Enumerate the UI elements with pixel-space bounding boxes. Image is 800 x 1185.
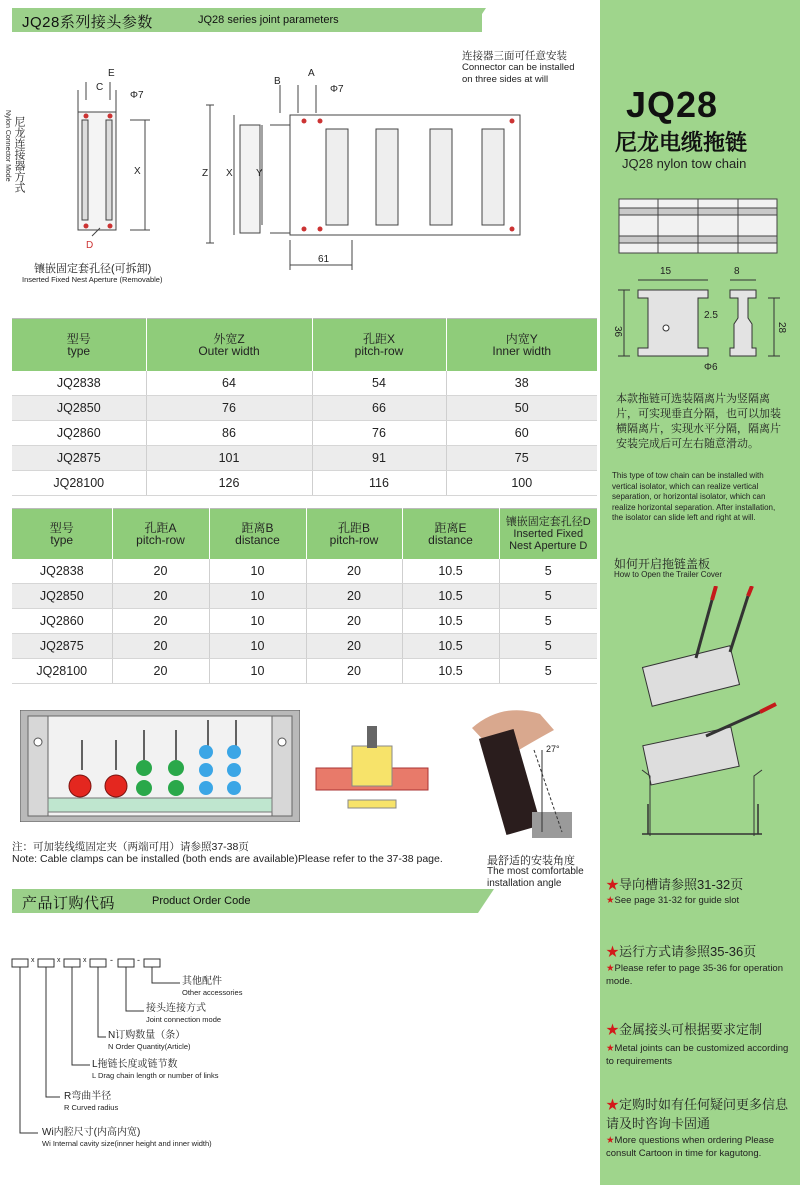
- star-icon: ★: [606, 944, 620, 959]
- order-code-tree: [10, 955, 190, 1155]
- hole-icon: [84, 114, 89, 119]
- code-sep-dash-1: -: [110, 955, 113, 965]
- product-title-cn: 尼龙电缆拖链: [615, 130, 748, 155]
- open-cover-cn: 如何开启拖链盖板: [614, 557, 711, 571]
- table-outer-inner-width: [12, 318, 597, 496]
- angle-label: 27°: [546, 744, 560, 754]
- nest-en: Inserted Fixed Nest Aperture (Removable): [22, 275, 163, 284]
- side-point-consult: ★定购时如有任何疑问更多信息请及时咨询卡固通 ★More questions when ordering Please consult Cartoon in time for kagutong.: [606, 1097, 789, 1159]
- table-header-row: [12, 509, 597, 559]
- table-header-row: [12, 319, 597, 371]
- angle-note-cn: 最舒适的安装角度: [487, 855, 575, 867]
- isolator-profile-diagram: [604, 262, 794, 382]
- star-icon: ★: [606, 1135, 615, 1146]
- banner-tail: [470, 8, 486, 32]
- code-sep-dash-2: -: [137, 955, 140, 965]
- nest-cn: 镶嵌固定套孔径(可拆卸): [34, 263, 152, 275]
- code-sep-x-3: x: [83, 957, 87, 964]
- connector-side-diagram: [200, 65, 540, 275]
- order-item-length: L拖链长度或链节数 L Drag chain length or number of links: [92, 1059, 219, 1080]
- banner-tail: [478, 889, 494, 913]
- order-item-accessories: 其他配件 Other accessories: [182, 976, 243, 997]
- order-item-cavity: Wi内腔尺寸(内高内宽) Wi Internal cavity size(inner height and inner width): [42, 1127, 212, 1148]
- col-header: 内宽Y Inner width: [446, 319, 597, 371]
- code-sep-x-2: x: [57, 957, 61, 964]
- table-row: JQ2860 20 10 20 10.5 5: [12, 609, 597, 634]
- table-row: JQ2875 101 91 75: [12, 446, 597, 471]
- side-desc-en: This type of tow chain can be installed with vertical isolator, which can realize vertical separation, or horizontal isolator, which can realize horizontal separation. After installation, the isolator can slide left and right at will.: [612, 471, 776, 522]
- order-item-quantity: N订购数量（条） N Order Quantity(Article): [108, 1030, 191, 1051]
- cable-clamp-illustration: [20, 710, 300, 822]
- table-row: JQ28100 20 10 20 10.5 5: [12, 659, 597, 684]
- table-row: JQ2850 76 66 50: [12, 396, 597, 421]
- connector-front-diagram: [60, 60, 180, 260]
- note-cn: 注：可加装线缆固定夹（两端可用）请参照37-38页: [12, 841, 249, 853]
- star-icon: ★: [606, 1022, 620, 1037]
- side-desc-cn: 本款拖链可选装隔离片为竖隔离片，可实现垂直分隔，也可以加装横隔离片，实现水平分隔，隔离片安装完成后可左右随意滑动。: [616, 393, 781, 450]
- dim-phi6: Φ6: [704, 362, 718, 373]
- col-header: 孔距X pitch-row: [312, 319, 446, 371]
- clamp-detail-illustration: [312, 720, 432, 820]
- table-row: JQ2838 20 10 20 10.5 5: [12, 559, 597, 584]
- dim-y: Y: [256, 168, 263, 179]
- product-title-en: JQ28 nylon tow chain: [622, 156, 747, 171]
- dim-x-left: X: [134, 166, 141, 177]
- col-header: 外宽Z Outer width: [146, 319, 312, 371]
- dim-61: 61: [318, 254, 330, 265]
- order-item-joint: 接头连接方式 Joint connection mode: [146, 1003, 222, 1024]
- tow-chain-top-view: [618, 198, 778, 254]
- code-sep-x-1: x: [31, 957, 35, 964]
- table-row: JQ2838 64 54 38: [12, 371, 597, 396]
- side-point-operation: ★运行方式请参照35-36页 ★Please refer to page 35-36 for operation mode.: [606, 944, 784, 987]
- hole-icon: [302, 227, 307, 232]
- side-point-metal: ★金属接头可根据要求定制 ★Metal joints can be customized according to requirements: [606, 1022, 789, 1067]
- hole-icon: [663, 325, 669, 331]
- dim-e: E: [108, 68, 115, 79]
- header-cn: JQ28系列接头参数: [22, 14, 153, 31]
- col-header: 型号 type: [12, 509, 112, 559]
- col-header: 距离B distance: [209, 509, 306, 559]
- col-header: 距离E distance: [402, 509, 499, 559]
- star-icon: ★: [606, 963, 615, 974]
- dim-15: 15: [660, 266, 672, 277]
- dim-c: C: [96, 82, 104, 93]
- hole-icon: [318, 119, 323, 124]
- vertical-label-en: Nylon Connector Mode: [4, 110, 11, 182]
- section-header-joint-params: [12, 8, 482, 32]
- table-row: JQ28100 126 116 100: [12, 471, 597, 496]
- dim-phi7-left: Φ7: [130, 90, 144, 101]
- hole-icon: [318, 227, 323, 232]
- dim-2-5: 2.5: [704, 310, 718, 321]
- connector-note-en2: on three sides at will: [462, 74, 549, 85]
- open-cover-en: How to Open the Trailer Cover: [614, 570, 723, 579]
- dim-x-right: X: [226, 168, 233, 179]
- hole-icon: [108, 114, 113, 119]
- star-icon: ★: [606, 895, 615, 906]
- star-icon: ★: [606, 1097, 620, 1112]
- open-cover-illustration: [636, 586, 786, 856]
- hole-icon: [510, 227, 515, 232]
- dim-8: 8: [734, 266, 740, 277]
- hole-icon: [302, 119, 307, 124]
- col-header: 镶嵌固定套孔径D Inserted Fixed Nest Aperture D: [499, 509, 597, 559]
- table-row: JQ2875 20 10 20 10.5 5: [12, 634, 597, 659]
- table-pitch-distance: [12, 508, 597, 684]
- side-point-guide: ★导向槽请参照31-32页 ★See page 31-32 for guide slot: [606, 877, 744, 906]
- order-item-radius: R弯曲半径 R Curved radius: [64, 1091, 119, 1112]
- dim-d: D: [86, 240, 94, 251]
- col-header: 型号 type: [12, 319, 146, 371]
- section-header-order-code: 产品订购代码 Product Order Code: [12, 889, 478, 913]
- angle-note-en2: installation angle: [487, 878, 562, 889]
- dim-a: A: [308, 68, 315, 79]
- table-row: JQ2860 86 76 60: [12, 421, 597, 446]
- header-en: JQ28 series joint parameters: [198, 14, 339, 26]
- col-header: 孔距A pitch-row: [112, 509, 209, 559]
- dim-36: 36: [612, 326, 623, 338]
- connector-note-cn: 连接器三面可任意安装: [462, 50, 567, 62]
- dim-28: 28: [776, 322, 787, 334]
- dim-b: B: [274, 76, 281, 87]
- hole-icon: [108, 224, 113, 229]
- hole-icon: [510, 119, 515, 124]
- dim-z: Z: [202, 168, 209, 179]
- angle-note-en1: The most comfortable: [487, 866, 584, 877]
- installation-angle-photo: [462, 700, 582, 845]
- dim-phi7-right: Φ7: [330, 84, 344, 95]
- vertical-label-cn: 尼龙连接器方式: [13, 116, 25, 193]
- star-icon: ★: [606, 1043, 615, 1054]
- model-title: JQ28: [626, 84, 719, 125]
- hole-icon: [84, 224, 89, 229]
- star-icon: ★: [606, 877, 620, 892]
- connector-note-en1: Connector can be installed: [462, 62, 575, 73]
- col-header: 孔距B pitch-row: [306, 509, 402, 559]
- note-en: Note: Cable clamps can be installed (both ends are available)Please refer to the 37-38 page.: [12, 853, 443, 865]
- table-row: JQ2850 20 10 20 10.5 5: [12, 584, 597, 609]
